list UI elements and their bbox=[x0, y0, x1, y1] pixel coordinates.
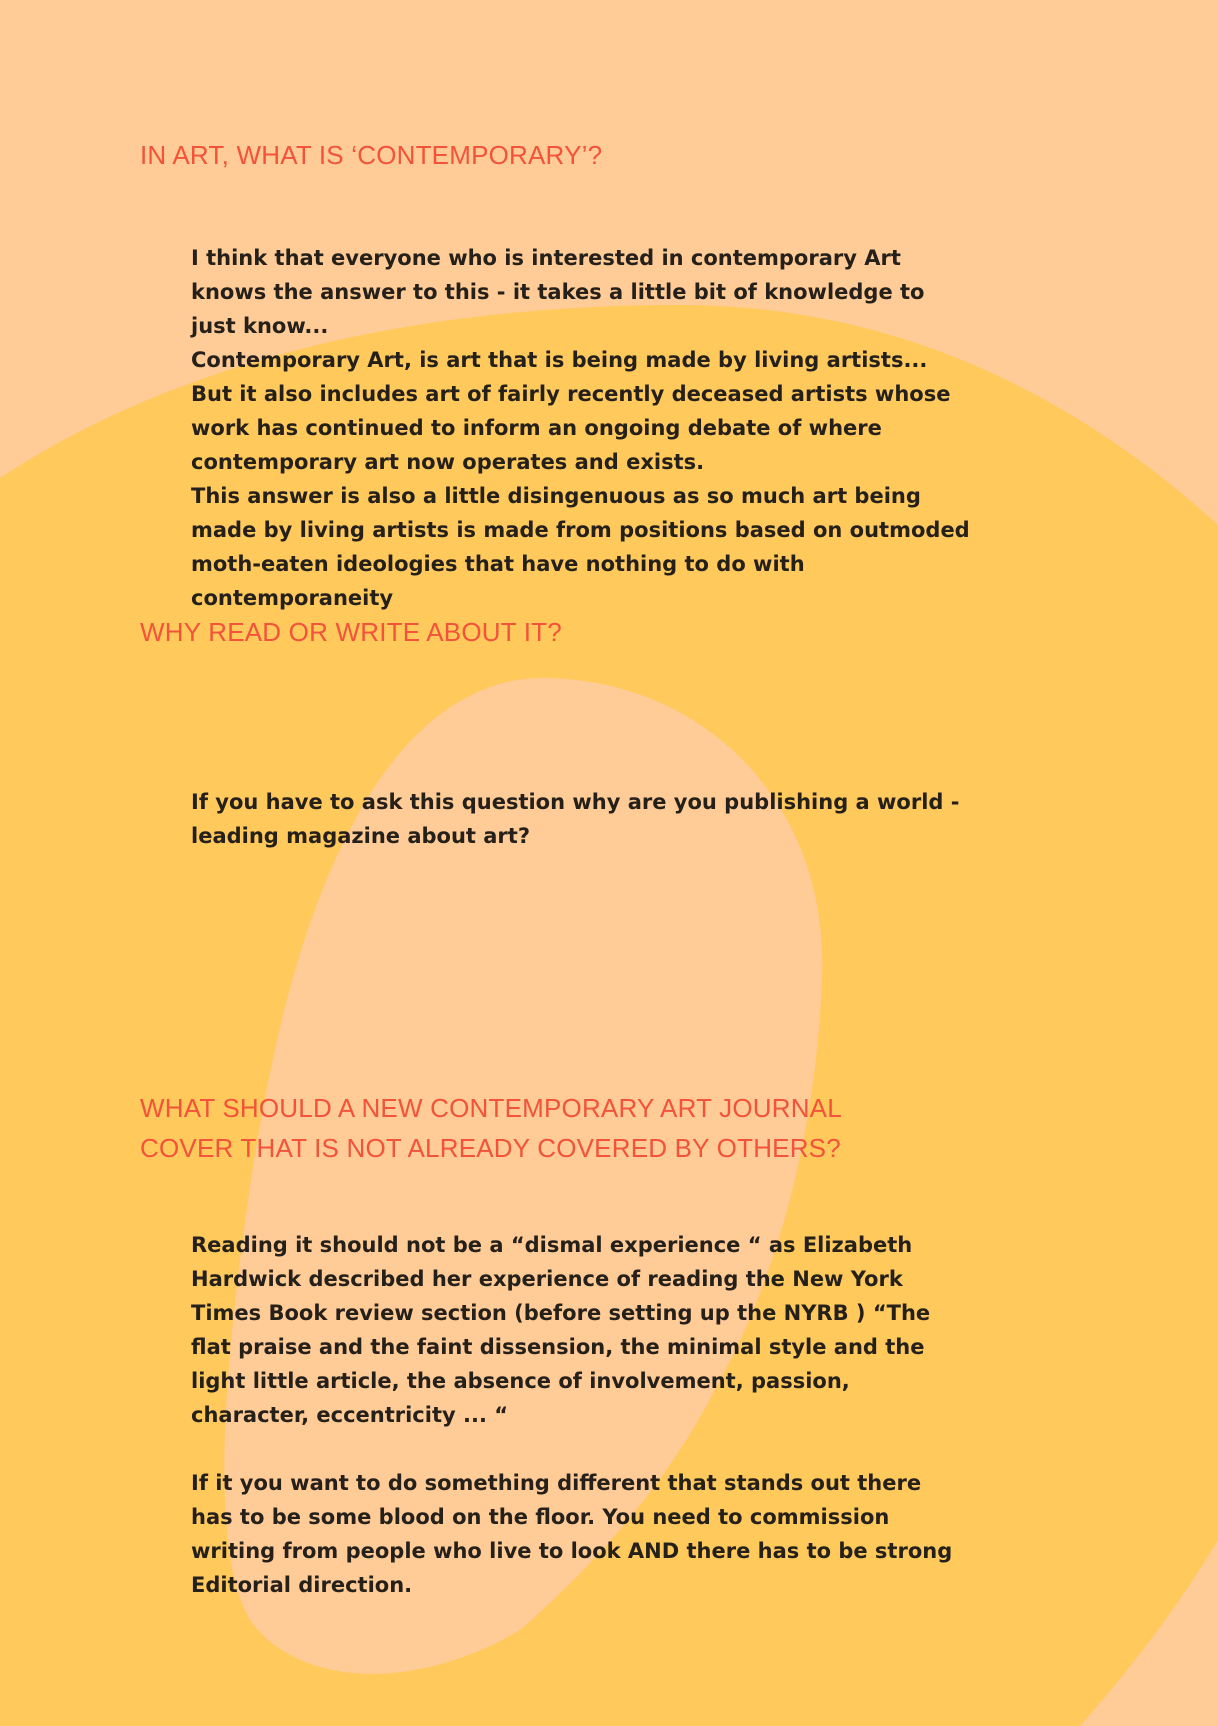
section-heading-new-journal bbox=[140, 1088, 1040, 1168]
text-line: If it you want to do something different that stands out there bbox=[191, 1471, 922, 1495]
text-line: leading magazine about art? bbox=[191, 824, 530, 848]
section-text-new-journal-2 bbox=[191, 1466, 1071, 1602]
text-line: If you have to ask this question why are you publishing a world - bbox=[191, 790, 960, 814]
text-line: contemporary art now operates and exists. bbox=[191, 450, 705, 474]
text-line: flat praise and the faint dissension, the minimal style and the bbox=[191, 1335, 925, 1359]
text-line: work has continued to inform an ongoing debate of where bbox=[191, 416, 882, 440]
text-line: made by living artists is made from positions based on outmoded bbox=[191, 518, 970, 542]
text-line: This answer is also a little disingenuous as so much art being bbox=[191, 484, 921, 508]
text-line: Times Book review section (before setting up the NYRB ) “The bbox=[191, 1301, 931, 1325]
text-line: moth-eaten ideologies that have nothing to do with bbox=[191, 552, 805, 576]
text-line: has to be some blood on the floor. You need to commission bbox=[191, 1505, 890, 1529]
text-line: Reading it should not be a “dismal experience “ as Elizabeth bbox=[191, 1233, 913, 1257]
section-text-why-read bbox=[191, 785, 1071, 853]
text-line: character, eccentricity ... “ bbox=[191, 1403, 509, 1427]
text-line: Hardwick described her experience of reading the New York bbox=[191, 1267, 903, 1291]
text-line: Contemporary Art, is art that is being made by living artists... bbox=[191, 348, 928, 372]
section-text-contemporary bbox=[191, 241, 1071, 615]
text-line: just know... bbox=[191, 314, 329, 338]
text-line: writing from people who live to look AND there has to be strong bbox=[191, 1539, 953, 1563]
text-line: light little article, the absence of involvement, passion, bbox=[191, 1369, 850, 1393]
text-line: contemporaneity bbox=[191, 586, 394, 610]
heading-line: WHAT SHOULD A NEW CONTEMPORARY ART JOURNAL bbox=[140, 1093, 842, 1123]
text-line: I think that everyone who is interested in contemporary Art bbox=[191, 246, 901, 270]
section-heading-contemporary: IN ART, WHAT IS ‘CONTEMPORARY’? bbox=[140, 140, 603, 170]
heading-line: COVER THAT IS NOT ALREADY COVERED BY OTHERS? bbox=[140, 1133, 841, 1163]
section-text-new-journal-1 bbox=[191, 1228, 1071, 1432]
text-line: Editorial direction. bbox=[191, 1573, 413, 1597]
text-line: But it also includes art of fairly recently deceased artists whose bbox=[191, 382, 951, 406]
text-line: knows the answer to this - it takes a little bit of knowledge to bbox=[191, 280, 925, 304]
section-heading-why-read: WHY READ OR WRITE ABOUT IT? bbox=[140, 617, 562, 647]
